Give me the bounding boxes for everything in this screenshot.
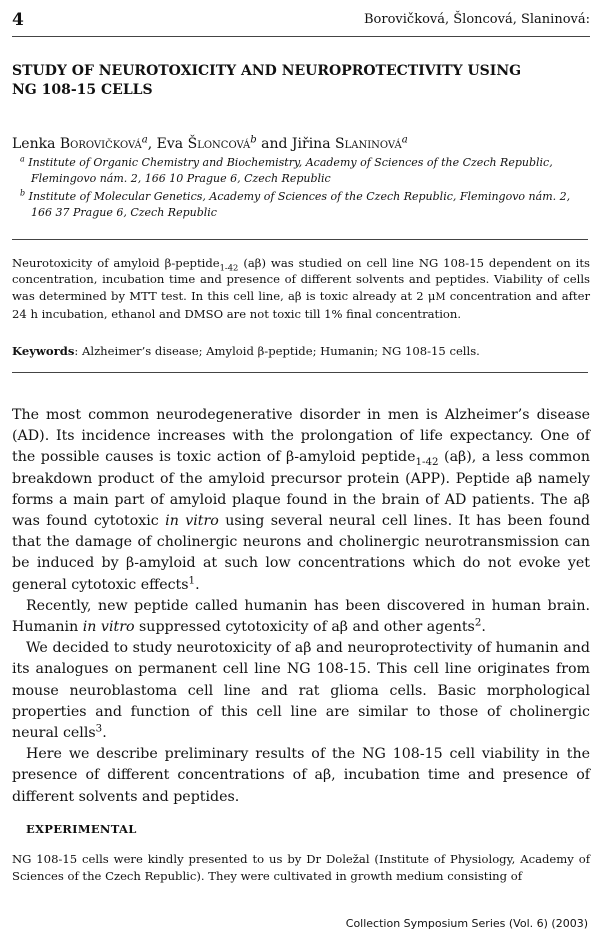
author-list xyxy=(12,136,408,152)
affiliation-line: Institute of Organic Chemistry and Biochemistry, Academy of Sciences of the Czech Republic, xyxy=(28,156,553,169)
running-head: Borovičková, Šloncová, Slaninová: xyxy=(363,12,590,27)
introduction xyxy=(12,405,590,808)
paragraph xyxy=(12,596,590,638)
author-separator: , xyxy=(147,136,157,152)
affiliation-line: 166 37 Prague 6, Czech Republic xyxy=(31,206,217,219)
author-separator: and xyxy=(256,136,292,152)
unit-small-caps: M xyxy=(435,291,446,303)
text: . xyxy=(481,619,486,636)
abstract xyxy=(12,255,590,323)
italic-text: in vitro xyxy=(165,513,219,530)
reference-mark: 2 xyxy=(474,617,482,629)
author-given-name: Lenka xyxy=(12,136,56,152)
abstract-text: Neurotoxicity of amyloid β-peptide xyxy=(12,256,220,270)
paragraph: Here we describe preliminary results of the NG 108-15 cell viability in the presence of different concentrations of aβ, incubation time and presence of different solvents and peptides. xyxy=(12,746,590,805)
affiliation-mark: b xyxy=(250,134,257,146)
abstract-text: concentration and after 24 h incubation, ethanol and DMSO are not toxic till 1% final concentration. xyxy=(12,288,590,322)
experimental-text: NG 108-15 cells were kindly presented to us by Dr Doležal (Institute of Physiology, Academy of Sciences of the Czech Republic). They were cultivated in growth medium consisting of xyxy=(12,852,590,883)
page-number: 4 xyxy=(12,10,24,30)
italic-text: in vitro xyxy=(82,619,135,636)
affiliation-mark: a xyxy=(401,134,408,146)
text: suppressed cytotoxicity of aβ and other agents xyxy=(134,619,475,636)
affiliation-line: Institute of Molecular Genetics, Academy of Sciences of the Czech Republic, Flemingovo nám. 2, xyxy=(28,190,571,203)
subscript: 1-42 xyxy=(219,262,239,273)
text: The most common neurodegenerative disorder in men is Alzheimer’s disease (AD). Its incidence increases with the prolongation of life expectancy. One of the possible causes is toxic action of β-amyloid peptide xyxy=(12,407,590,466)
affiliation-b xyxy=(20,189,585,221)
affiliation-mark: b xyxy=(20,188,26,198)
author-family-name: Borovičková xyxy=(59,136,142,152)
affiliation-line: Flemingovo nám. 2, 166 10 Prague 6, Czech Republic xyxy=(31,172,331,185)
paragraph xyxy=(12,638,590,744)
footer-series: Collection Symposium Series (Vol. 6) (2003) xyxy=(345,917,588,930)
text: Recently, new peptide called humanin has been discovered in human brain. Humanin xyxy=(12,597,590,636)
keywords xyxy=(12,343,590,359)
text: (aβ), a less common breakdown product of the amyloid precursor protein (APP). Peptide aβ namely forms a main part of amyloid plaque found in the brain of AD patients. The aβ was found cytotoxic xyxy=(12,449,590,530)
author-family-name: Šloncová xyxy=(187,136,251,152)
reference-mark: 1 xyxy=(188,574,196,586)
title-line: STUDY OF NEUROTOXICITY AND NEUROPROTECTIVITY USING xyxy=(12,63,522,79)
keywords-text: : Alzheimer’s disease; Amyloid β-peptide; Humanin; NG 108-15 cells. xyxy=(74,344,480,358)
abstract-text: (aβ) was studied on cell line NG 108-15 dependent on its concentration, incubation time and presence of different solvents and peptides. Viability of cells was determined by MTT test. In this cell line, aβ is toxic already at 2 μ xyxy=(12,256,590,303)
article-title xyxy=(12,62,572,100)
text: . xyxy=(102,725,107,742)
author-given-name: Jiřina xyxy=(291,136,331,152)
reference-mark: 3 xyxy=(95,723,103,735)
affiliation-a xyxy=(20,155,585,187)
affiliation-mark: a xyxy=(141,134,148,146)
title-line: NG 108-15 CELLS xyxy=(12,82,153,98)
author-family-name: Slaninová xyxy=(335,136,402,152)
abstract-top-rule xyxy=(12,239,588,240)
page-header xyxy=(12,8,590,37)
text: We decided to study neurotoxicity of aβ and neuroprotectivity of humanin and its analogues on permanent cell line NG 108-15. This cell line originates from mouse neuroblastoma cell line and rat glioma cells. Basic morphological properties and function of this cell line are similar to those of cholinergic neural cells xyxy=(12,640,590,742)
text: using several neural cell lines. It has been found that the damage of cholinergic neurons and cholinergic neurotransmission can be induced by β-amyloid at such low concentrations which do not evoke yet general cytotoxic effects xyxy=(12,513,591,593)
keywords-label: Keywords xyxy=(12,344,75,358)
text: . xyxy=(195,576,200,593)
subscript: 1-42 xyxy=(415,457,439,469)
affiliation-mark: a xyxy=(20,154,25,164)
abstract-bottom-rule xyxy=(12,372,588,373)
section-heading: EXPERIMENTAL xyxy=(26,822,137,836)
author-given-name: Eva xyxy=(156,136,184,152)
paragraph xyxy=(12,405,590,596)
